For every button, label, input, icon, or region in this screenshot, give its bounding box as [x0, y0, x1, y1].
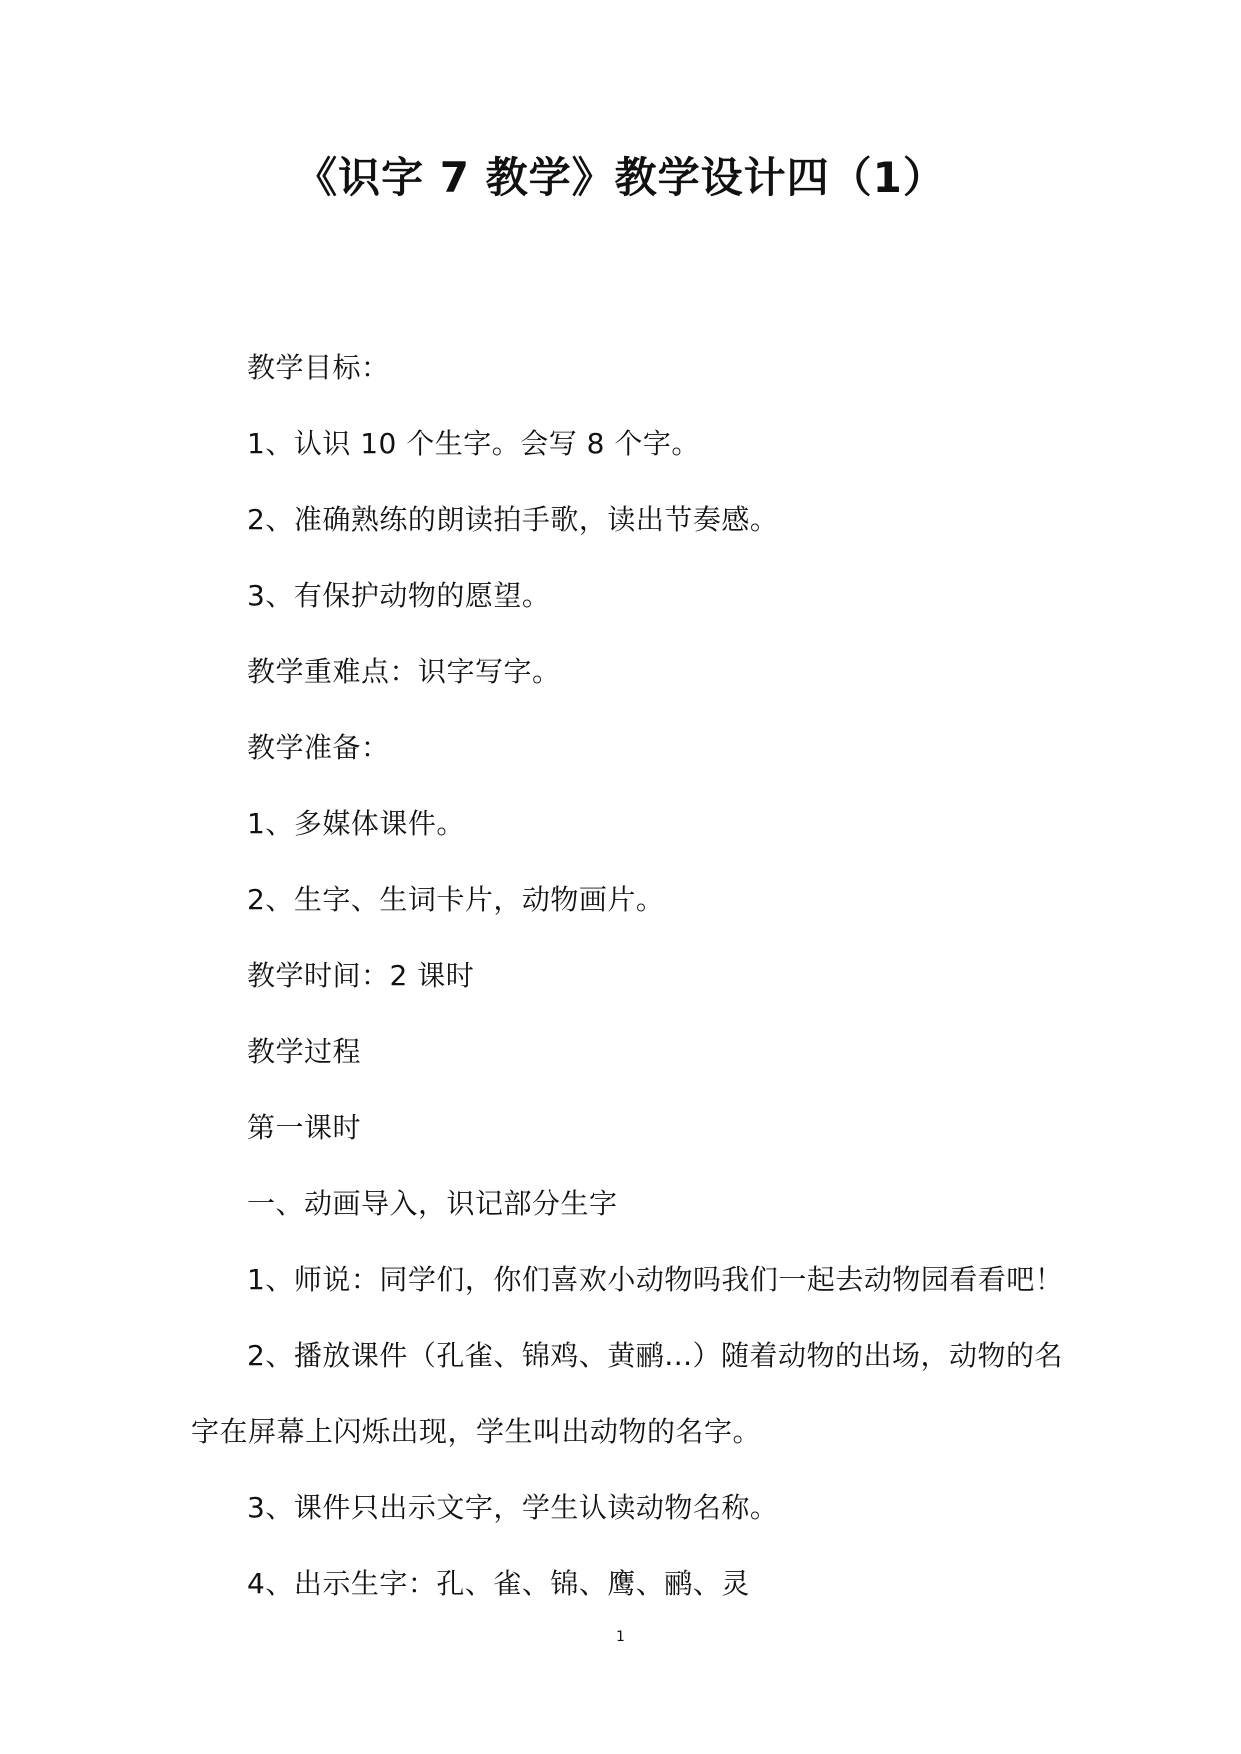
paragraph: 教学重难点：识字写字。	[247, 655, 561, 688]
paragraph: 2、准确熟练的朗读拍手歌，读出节奏感。	[247, 503, 779, 536]
document-title: 《识字 7 教学》教学设计四（1）	[295, 153, 946, 202]
paragraph: 第一课时	[247, 1111, 362, 1144]
document-body	[191, 330, 1071, 1622]
paragraph: 1、认识 10 个生字。会写 8 个字。	[247, 427, 700, 460]
paragraph: 教学准备：	[247, 731, 390, 764]
paragraph: 教学过程	[247, 1035, 362, 1068]
paragraph: 一、动画导入，识记部分生字	[247, 1187, 618, 1220]
paragraph: 3、有保护动物的愿望。	[247, 579, 551, 612]
page-number: 1	[616, 1629, 625, 1645]
paragraph: 1、师说：同学们，你们喜欢小动物吗我们一起去动物园看看吧！	[247, 1263, 1064, 1296]
paragraph: 3、课件只出示文字，学生认读动物名称。	[247, 1491, 779, 1524]
paragraph: 4、出示生字：孔、雀、锦、鹰、鹂、灵	[247, 1567, 750, 1600]
paragraph: 教学目标：	[247, 351, 390, 384]
paragraph: 2、生字、生词卡片，动物画片。	[247, 883, 665, 916]
paragraph: 2、播放课件（孔雀、锦鸡、黄鹂...）随着动物的出场，动物的名字在屏幕上闪烁出现，学生叫出动物的名字。	[191, 1339, 1064, 1448]
paragraph: 教学时间：2 课时	[247, 959, 475, 992]
paragraph: 1、多媒体课件。	[247, 807, 465, 840]
